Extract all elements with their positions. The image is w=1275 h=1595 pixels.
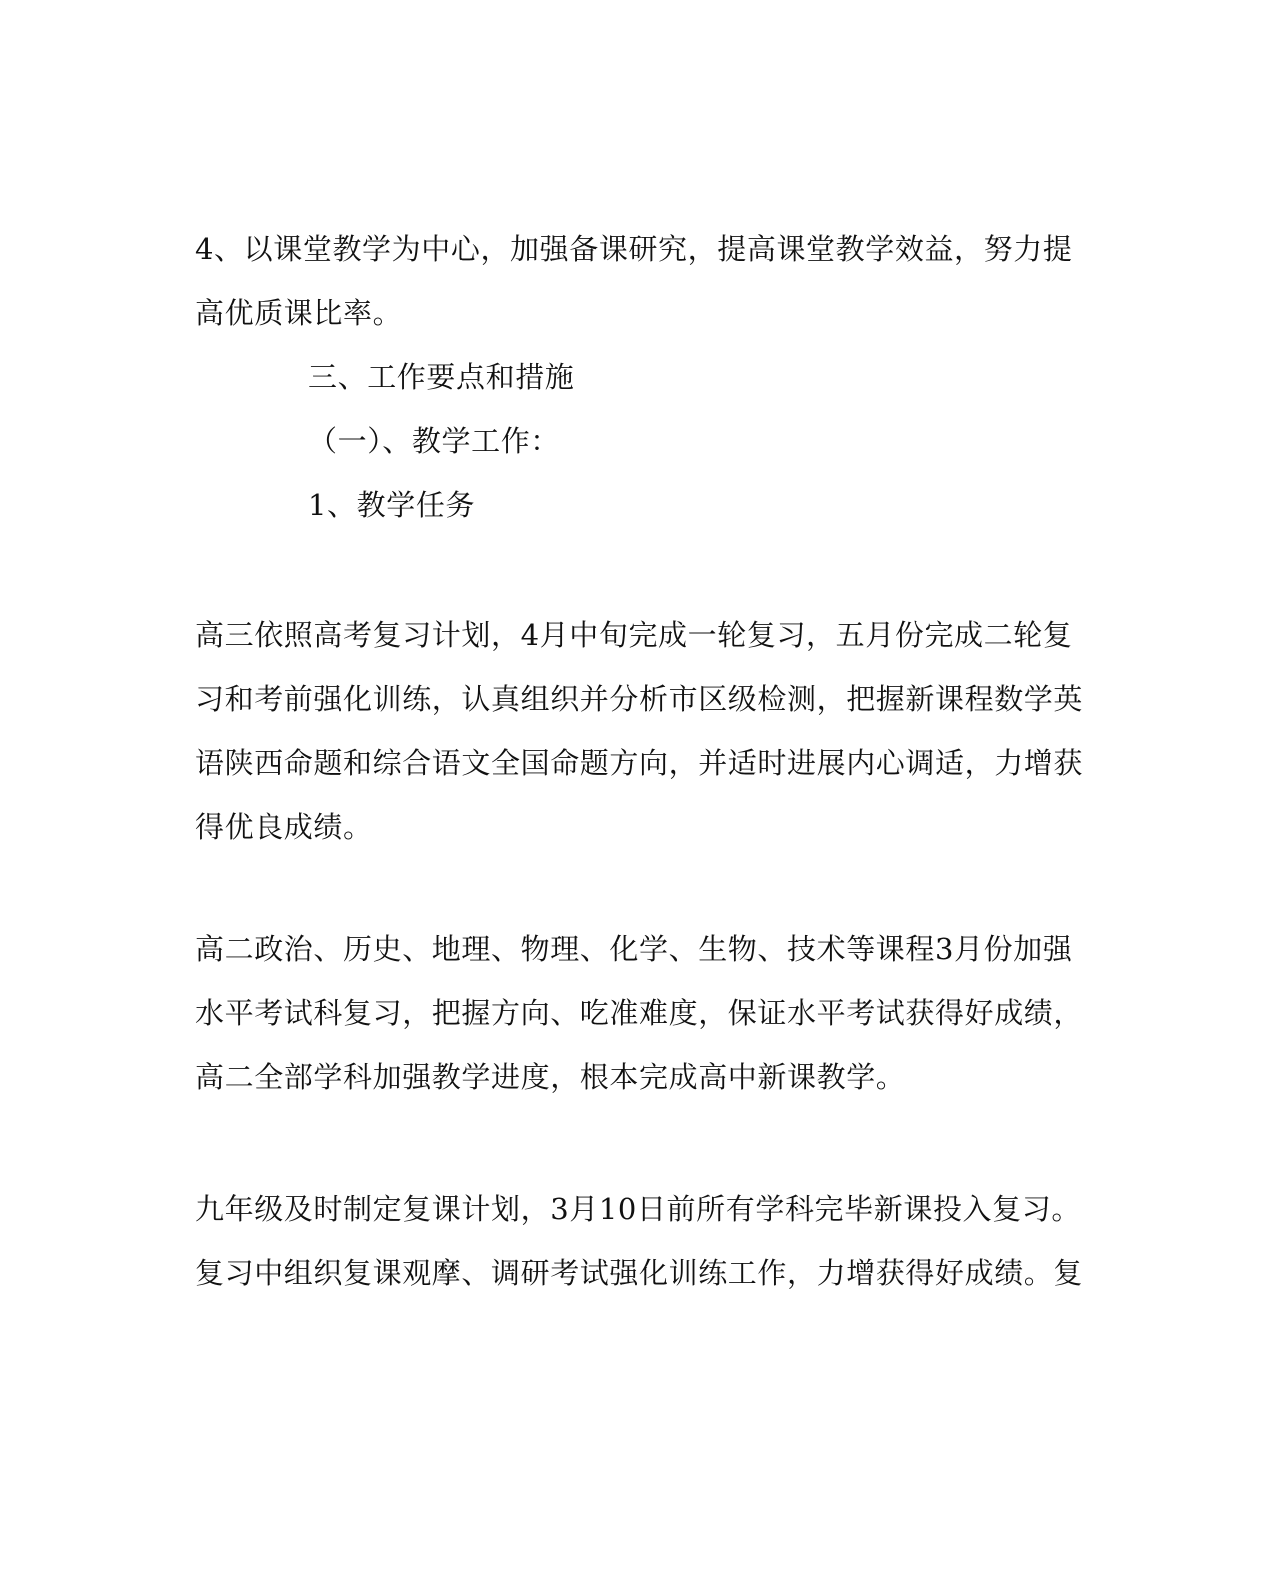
paragraph-grade9-line-1: 九年级及时制定复课计划，3月10日前所有学科完毕新课投入复习。: [195, 1192, 1081, 1226]
paragraph-4-line-2: 高优质课比率。: [195, 296, 403, 330]
paragraph-senior3-line-1: 高三依照高考复习计划，4月中旬完成一轮复习，五月份完成二轮复: [195, 618, 1073, 652]
paragraph-senior3-line-3: 语陕西命题和综合语文全国命题方向，并适时进展内心调适，力增获: [195, 746, 1084, 780]
paragraph-senior2-line-1: 高二政治、历史、地理、物理、化学、生物、技术等课程3月份加强: [195, 932, 1073, 966]
paragraph-senior3-line-4: 得优良成绩。: [195, 810, 373, 844]
subsection-heading-1: （一）、教学工作：: [308, 424, 560, 458]
paragraph-grade9-line-2: 复习中组织复课观摩、调研考试强化训练工作，力增获得好成绩。复: [195, 1256, 1084, 1290]
paragraph-4-line-1: 4、以课堂教学为中心，加强备课研究，提高课堂教学效益，努力提: [195, 232, 1073, 266]
paragraph-senior2-line-3: 高二全部学科加强教学进度，根本完成高中新课教学。: [195, 1060, 906, 1094]
item-heading-teaching-tasks: 1、教学任务: [308, 488, 476, 522]
section-heading-3: 三、工作要点和措施: [308, 360, 575, 394]
paragraph-senior2-line-2: 水平考试科复习，把握方向、吃准难度，保证水平考试获得好成绩，: [195, 996, 1084, 1030]
paragraph-senior3-line-2: 习和考前强化训练，认真组织并分析市区级检测，把握新课程数学英: [195, 682, 1084, 716]
